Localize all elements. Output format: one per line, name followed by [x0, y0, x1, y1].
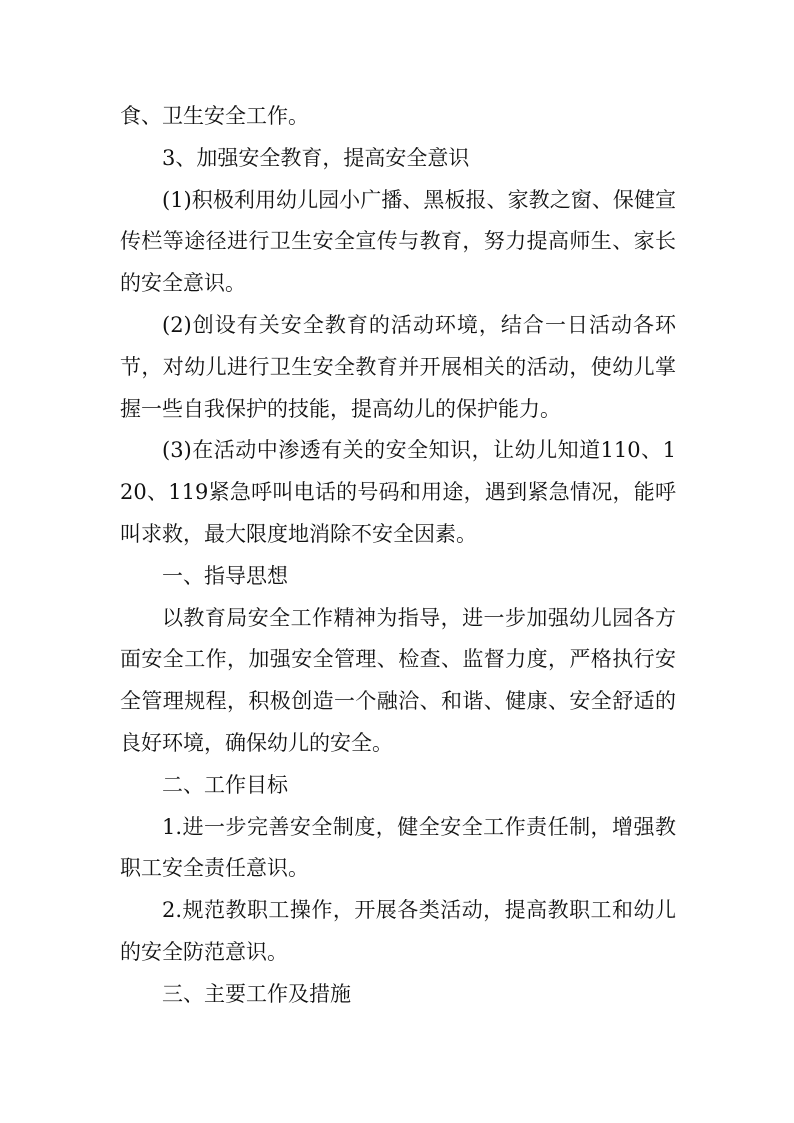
- document-body: [120, 96, 676, 1016]
- paragraph-continuation: 食、卫生安全工作。: [120, 104, 309, 128]
- paragraph-goal-1: 1.进一步完善安全制度，健全安全工作责任制，增强教职工安全责任意识。: [120, 814, 676, 881]
- paragraph-goal-2: 2.规范教职工操作，开展各类活动，提高教职工和幼儿的安全防范意识。: [120, 898, 676, 964]
- paragraph-item-2: (2)创设有关安全教育的活动环境，结合一日活动各环节，对幼儿进行卫生安全教育并开展相关的活动，使幼儿掌握一些自我保护的技能，提高幼儿的保护能力。: [120, 312, 676, 421]
- section-heading-3: 3、加强安全教育，提高安全意识: [162, 145, 470, 170]
- section-heading-guiding-thought: 一、指导思想: [162, 563, 288, 588]
- section-heading-main-work: 三、主要工作及措施: [162, 981, 351, 1006]
- paragraph-item-3: (3)在活动中渗透有关的安全知识，让幼儿知道110、120、119紧急呼叫电话的号码和用途，遇到紧急情况，能呼叫求救，最大限度地消除不安全因素。: [120, 438, 676, 546]
- section-heading-work-goals: 二、工作目标: [162, 772, 288, 797]
- paragraph-guiding-thought: 以教育局安全工作精神为指导，进一步加强幼儿园各方面安全工作，加强安全管理、检查、监督力度，严格执行安全管理规程，积极创造一个融洽、和谐、健康、安全舒适的良好环境，确保幼儿的安全。: [120, 605, 676, 755]
- paragraph-item-1: (1)积极利用幼儿园小广播、黑板报、家教之窗、保健宣传栏等途径进行卫生安全宣传与教育，努力提高师生、家长的安全意识。: [120, 187, 676, 296]
